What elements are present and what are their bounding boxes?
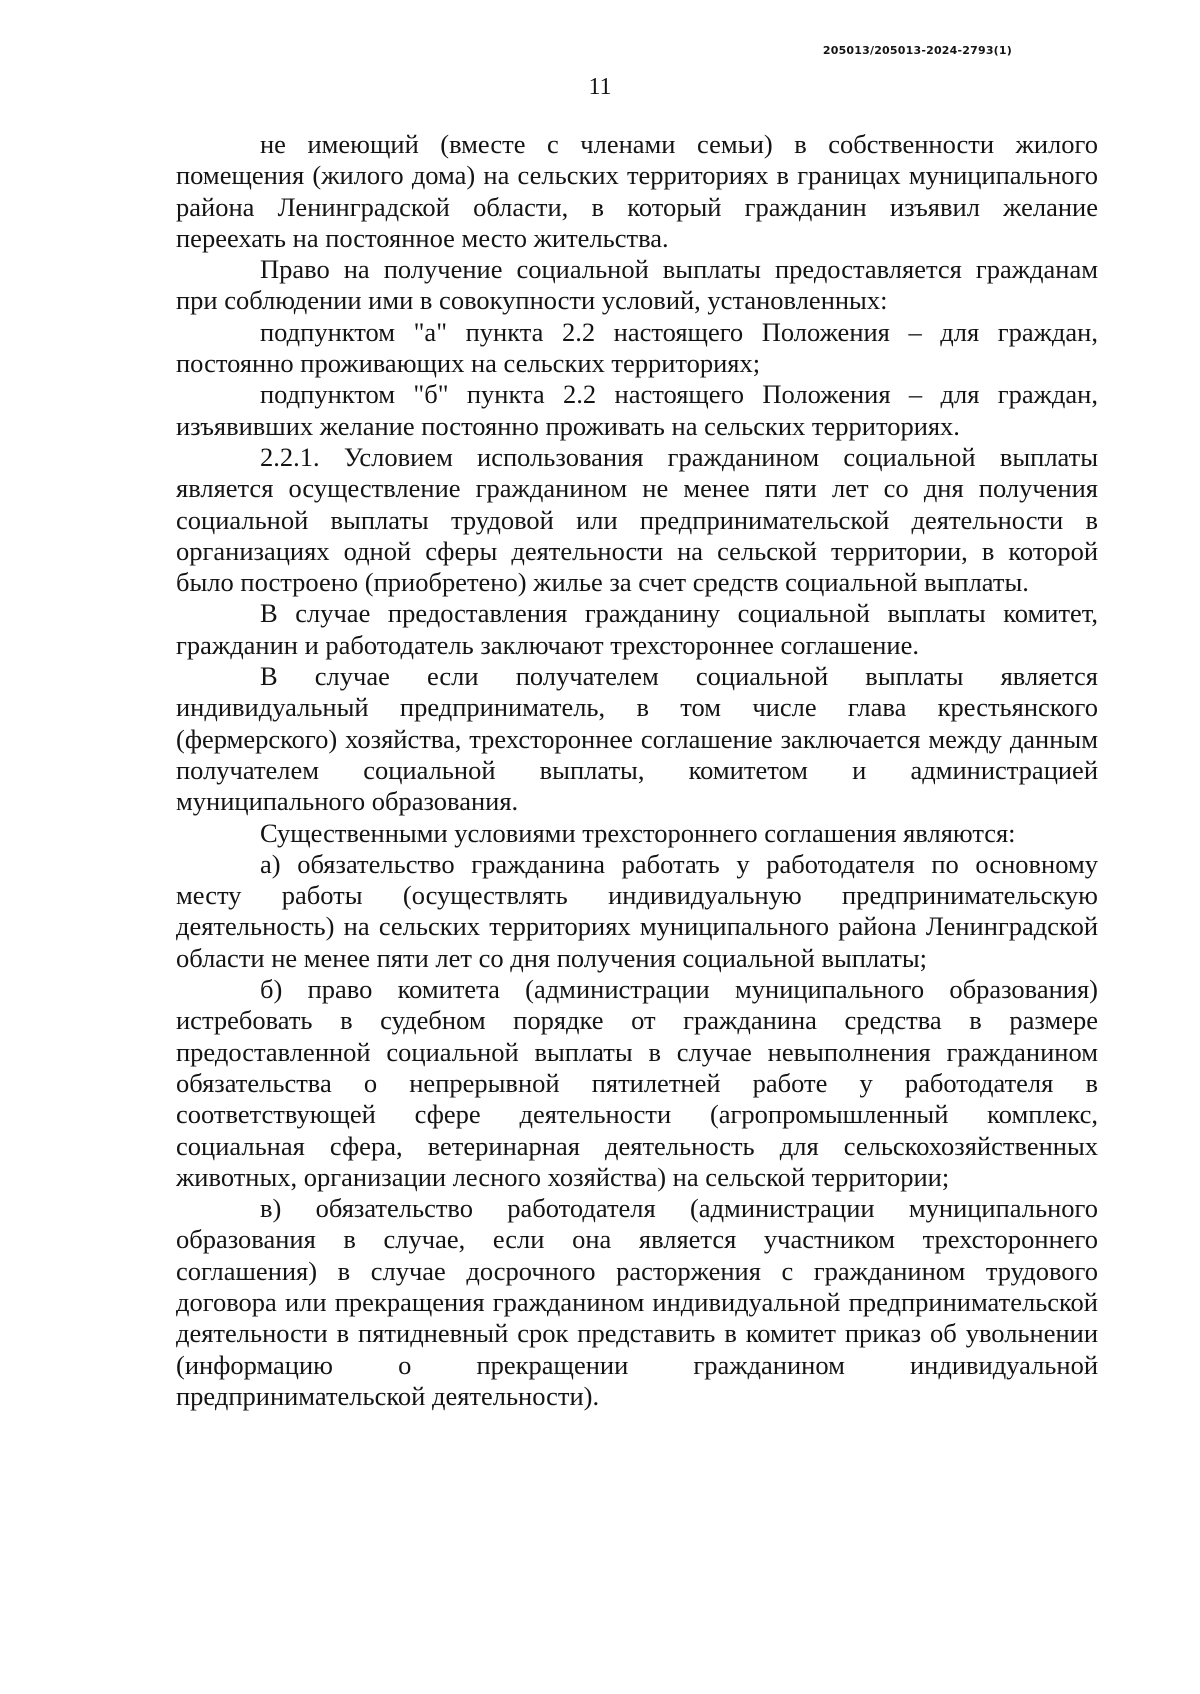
paragraph: а) обязательство гражданина работать у работодателя по основному месту работы (осуществлять индивидуальную предпринимательскую деятельность) на сельских территориях муниципального района Ленинградской области не менее пяти лет со дня получения социальной выплаты; [176,848,1098,973]
paragraph: не имеющий (вместе с членами семьи) в собственности жилого помещения (жилого дома) на сельских территориях в границах муниципального района Ленинградской области, в который гражданин изъявил желание переехать на постоянное место жительства. [176,129,1098,253]
paragraph: 2.2.1. Условием использования гражданином социальной выплаты является осуществление гражданином не менее пяти лет со дня получения социальной выплаты трудовой или предпринимательской деятельности в организациях одной сферы деятельности на сельской территории, в которой было построено (приобретено) жилье за счет средств социальной выплаты. [176,441,1098,598]
paragraph: подпунктом "а" пункта 2.2 настоящего Положения – для граждан, постоянно проживающих на сельских территориях; [176,316,1098,379]
paragraph: В случае предоставления гражданину социальной выплаты комитет, гражданин и работодатель заключают трехстороннее соглашение. [176,598,1098,660]
paragraph: б) право комитета (администрации муниципального образования) истребовать в судебном порядке от гражданина средства в размере предоставленной социальной выплаты в случае невыполнения гражданином обязательства о непрерывной пятилетней работе у работодателя в соответствующей сфере деятельности (агропромышленный комплекс, социальная сфера, ветеринарная деятельность для сельскохозяйственных животных, организации лесного хозяйства) на сельской территории; [176,974,1098,1192]
paragraph: Существенными условиями трехстороннего соглашения являются: [260,817,1016,848]
page-number: 11 [588,74,612,100]
paragraph: В случае если получателем социальной выплаты является индивидуальный предприниматель, в том числе глава крестьянского (фермерского) хозяйства, трехстороннее соглашение заключается между данным получателем социальной выплаты, комитетом и администрацией муниципального образования. [176,661,1098,817]
paragraph: Право на получение социальной выплаты предоставляется гражданам при соблюдении ими в совокупности условий, установленных: [176,254,1098,316]
paragraph: в) обязательство работодателя (администрации муниципального образования в случае, если она является участником трехстороннего соглашения) в случае досрочного расторжения с гражданином трудового договора или прекращения гражданином индивидуальной предпринимательской деятельности в пятидневный срок представить в комитет приказ об увольнении (информацию о прекращении гражданином индивидуальной предпринимательской деятельности). [176,1193,1098,1411]
paragraph: подпунктом "б" пункта 2.2 настоящего Положения – для граждан, изъявивших желание постоянно проживать на сельских территориях. [176,379,1098,441]
document-id: 205013/205013-2024-2793(1) [822,44,1012,57]
document-body [176,129,1098,1412]
